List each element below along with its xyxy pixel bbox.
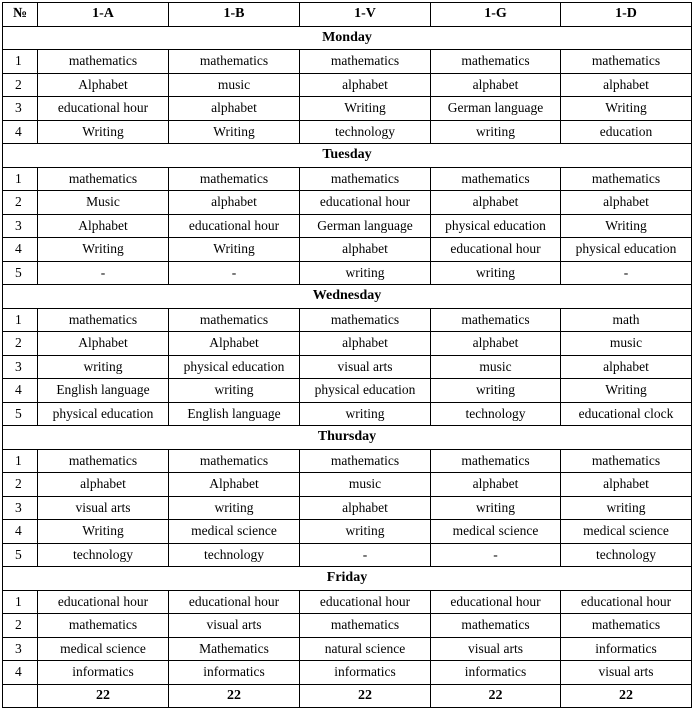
lesson-subject: Alphabet — [38, 73, 169, 97]
day-name: Monday — [3, 26, 692, 50]
lesson-subject: alphabet — [431, 73, 561, 97]
header-class: 1-A — [38, 3, 169, 27]
lesson-subject: Alphabet — [169, 473, 300, 497]
lesson-number: 3 — [3, 355, 38, 379]
lesson-row — [3, 73, 692, 97]
lesson-subject: technology — [38, 543, 169, 567]
lesson-subject: educational hour — [431, 590, 561, 614]
lesson-subject: mathematics — [561, 614, 692, 638]
lesson-subject: mathematics — [300, 308, 431, 332]
lesson-subject: informatics — [561, 637, 692, 661]
lesson-subject: mathematics — [38, 614, 169, 638]
day-name: Wednesday — [3, 285, 692, 309]
lesson-subject: Writing — [169, 120, 300, 144]
lesson-subject: physical education — [300, 379, 431, 403]
lesson-subject: informatics — [431, 661, 561, 685]
header-row — [3, 3, 692, 27]
lesson-row — [3, 308, 692, 332]
lesson-subject: medical science — [169, 520, 300, 544]
lesson-row — [3, 449, 692, 473]
lesson-row — [3, 473, 692, 497]
lesson-subject: writing — [300, 261, 431, 285]
day-row — [3, 285, 692, 309]
lesson-subject: mathematics — [431, 614, 561, 638]
lesson-subject: medical science — [431, 520, 561, 544]
lesson-subject: - — [561, 261, 692, 285]
lesson-subject: mathematics — [38, 167, 169, 191]
totals-label — [3, 684, 38, 708]
lesson-subject: Writing — [38, 520, 169, 544]
lesson-row — [3, 379, 692, 403]
lesson-number: 4 — [3, 120, 38, 144]
lesson-subject: mathematics — [431, 449, 561, 473]
lesson-number: 5 — [3, 543, 38, 567]
header-number: № — [3, 3, 38, 27]
lesson-row — [3, 520, 692, 544]
lesson-subject: alphabet — [561, 473, 692, 497]
lesson-subject: mathematics — [38, 449, 169, 473]
lesson-row — [3, 120, 692, 144]
lesson-subject: physical education — [38, 402, 169, 426]
lesson-row — [3, 614, 692, 638]
lesson-row — [3, 214, 692, 238]
lesson-subject: mathematics — [300, 167, 431, 191]
lesson-subject: technology — [561, 543, 692, 567]
lesson-subject: writing — [300, 402, 431, 426]
lesson-subject: music — [561, 332, 692, 356]
lesson-subject: physical education — [169, 355, 300, 379]
lesson-subject: informatics — [300, 661, 431, 685]
lesson-subject: educational hour — [561, 590, 692, 614]
lesson-subject: alphabet — [561, 355, 692, 379]
lesson-row — [3, 402, 692, 426]
lesson-row — [3, 637, 692, 661]
lesson-subject: alphabet — [431, 332, 561, 356]
lesson-subject: visual arts — [561, 661, 692, 685]
lesson-subject: writing — [431, 496, 561, 520]
lesson-subject: Alphabet — [38, 332, 169, 356]
lesson-subject: technology — [431, 402, 561, 426]
lesson-number: 2 — [3, 191, 38, 215]
lesson-subject: physical education — [561, 238, 692, 262]
lesson-subject: German language — [431, 97, 561, 121]
lesson-subject: music — [300, 473, 431, 497]
lesson-subject: mathematics — [169, 50, 300, 74]
lesson-row — [3, 50, 692, 74]
lesson-subject: mathematics — [169, 449, 300, 473]
lesson-subject: technology — [169, 543, 300, 567]
lesson-subject: physical education — [431, 214, 561, 238]
lesson-subject: alphabet — [431, 191, 561, 215]
lesson-number: 2 — [3, 473, 38, 497]
lesson-subject: technology — [300, 120, 431, 144]
lesson-number: 4 — [3, 238, 38, 262]
lesson-subject: education — [561, 120, 692, 144]
lesson-subject: Writing — [561, 379, 692, 403]
lesson-row — [3, 167, 692, 191]
lesson-subject: mathematics — [431, 308, 561, 332]
lesson-number: 3 — [3, 496, 38, 520]
lesson-number: 2 — [3, 332, 38, 356]
lesson-subject: writing — [431, 261, 561, 285]
lesson-row — [3, 261, 692, 285]
lesson-subject: educational hour — [431, 238, 561, 262]
header-class: 1-B — [169, 3, 300, 27]
lesson-subject: writing — [169, 379, 300, 403]
lesson-subject: Writing — [561, 214, 692, 238]
lesson-subject: visual arts — [169, 614, 300, 638]
lesson-number: 5 — [3, 402, 38, 426]
lesson-subject: mathematics — [38, 308, 169, 332]
lesson-row — [3, 355, 692, 379]
lesson-row — [3, 590, 692, 614]
lesson-subject: alphabet — [561, 73, 692, 97]
lesson-subject: writing — [431, 379, 561, 403]
lesson-subject: Music — [38, 191, 169, 215]
totals-row — [3, 684, 692, 708]
lesson-subject: alphabet — [38, 473, 169, 497]
lesson-subject: educational hour — [38, 97, 169, 121]
lesson-subject: mathematics — [38, 50, 169, 74]
lesson-subject: music — [431, 355, 561, 379]
total-lessons: 22 — [300, 684, 431, 708]
day-row — [3, 26, 692, 50]
lesson-number: 5 — [3, 261, 38, 285]
day-row — [3, 426, 692, 450]
lesson-number: 1 — [3, 449, 38, 473]
header-class: 1-V — [300, 3, 431, 27]
lesson-number: 1 — [3, 308, 38, 332]
lesson-number: 3 — [3, 637, 38, 661]
lesson-subject: mathematics — [169, 308, 300, 332]
lesson-subject: Writing — [561, 97, 692, 121]
lesson-subject: - — [169, 261, 300, 285]
lesson-subject: educational hour — [38, 590, 169, 614]
lesson-subject: visual arts — [38, 496, 169, 520]
lesson-row — [3, 661, 692, 685]
total-lessons: 22 — [38, 684, 169, 708]
lesson-subject: alphabet — [300, 332, 431, 356]
lesson-subject: mathematics — [561, 50, 692, 74]
lesson-subject: Alphabet — [38, 214, 169, 238]
lesson-number: 3 — [3, 97, 38, 121]
lesson-subject: visual arts — [431, 637, 561, 661]
lesson-subject: - — [300, 543, 431, 567]
lesson-subject: educational hour — [300, 590, 431, 614]
day-row — [3, 144, 692, 168]
lesson-subject: visual arts — [300, 355, 431, 379]
lesson-subject: writing — [38, 355, 169, 379]
total-lessons: 22 — [561, 684, 692, 708]
lesson-subject: music — [169, 73, 300, 97]
lesson-subject: mathematics — [431, 167, 561, 191]
lesson-number: 1 — [3, 167, 38, 191]
lesson-subject: English language — [169, 402, 300, 426]
total-lessons: 22 — [169, 684, 300, 708]
lesson-subject: alphabet — [561, 191, 692, 215]
lesson-subject: mathematics — [561, 449, 692, 473]
lesson-subject: - — [431, 543, 561, 567]
lesson-subject: informatics — [169, 661, 300, 685]
total-lessons: 22 — [431, 684, 561, 708]
lesson-subject: medical science — [561, 520, 692, 544]
lesson-subject: mathematics — [300, 614, 431, 638]
lesson-number: 2 — [3, 73, 38, 97]
lesson-number: 4 — [3, 379, 38, 403]
lesson-subject: alphabet — [169, 191, 300, 215]
lesson-number: 4 — [3, 520, 38, 544]
lesson-subject: - — [38, 261, 169, 285]
lesson-subject: mathematics — [561, 167, 692, 191]
lesson-subject: educational hour — [169, 590, 300, 614]
lesson-subject: English language — [38, 379, 169, 403]
lesson-subject: alphabet — [300, 496, 431, 520]
lesson-subject: mathematics — [169, 167, 300, 191]
lesson-subject: mathematics — [300, 449, 431, 473]
day-row — [3, 567, 692, 591]
lesson-subject: Writing — [300, 97, 431, 121]
lesson-number: 1 — [3, 50, 38, 74]
lesson-subject: mathematics — [431, 50, 561, 74]
lesson-row — [3, 543, 692, 567]
lesson-row — [3, 496, 692, 520]
schedule-container — [2, 2, 692, 708]
lesson-subject: natural science — [300, 637, 431, 661]
lesson-row — [3, 97, 692, 121]
lesson-subject: Alphabet — [169, 332, 300, 356]
lesson-row — [3, 191, 692, 215]
day-name: Tuesday — [3, 144, 692, 168]
lesson-subject: alphabet — [431, 473, 561, 497]
lesson-subject: writing — [561, 496, 692, 520]
lesson-subject: Writing — [38, 238, 169, 262]
lesson-number: 1 — [3, 590, 38, 614]
lesson-number: 2 — [3, 614, 38, 638]
lesson-subject: writing — [169, 496, 300, 520]
day-name: Friday — [3, 567, 692, 591]
header-class: 1-G — [431, 3, 561, 27]
lesson-subject: writing — [300, 520, 431, 544]
lesson-subject: writing — [431, 120, 561, 144]
day-name: Thursday — [3, 426, 692, 450]
schedule-table — [2, 2, 692, 708]
schedule-body — [3, 26, 692, 708]
lesson-subject: informatics — [38, 661, 169, 685]
lesson-subject: educational clock — [561, 402, 692, 426]
lesson-subject: German language — [300, 214, 431, 238]
lesson-subject: mathematics — [300, 50, 431, 74]
lesson-row — [3, 238, 692, 262]
lesson-number: 4 — [3, 661, 38, 685]
lesson-subject: educational hour — [169, 214, 300, 238]
lesson-subject: educational hour — [300, 191, 431, 215]
lesson-row — [3, 332, 692, 356]
header-class: 1-D — [561, 3, 692, 27]
lesson-subject: alphabet — [300, 238, 431, 262]
lesson-subject: alphabet — [169, 97, 300, 121]
lesson-subject: alphabet — [300, 73, 431, 97]
lesson-number: 3 — [3, 214, 38, 238]
lesson-subject: Writing — [38, 120, 169, 144]
lesson-subject: Mathematics — [169, 637, 300, 661]
lesson-subject: Writing — [169, 238, 300, 262]
lesson-subject: medical science — [38, 637, 169, 661]
lesson-subject: math — [561, 308, 692, 332]
